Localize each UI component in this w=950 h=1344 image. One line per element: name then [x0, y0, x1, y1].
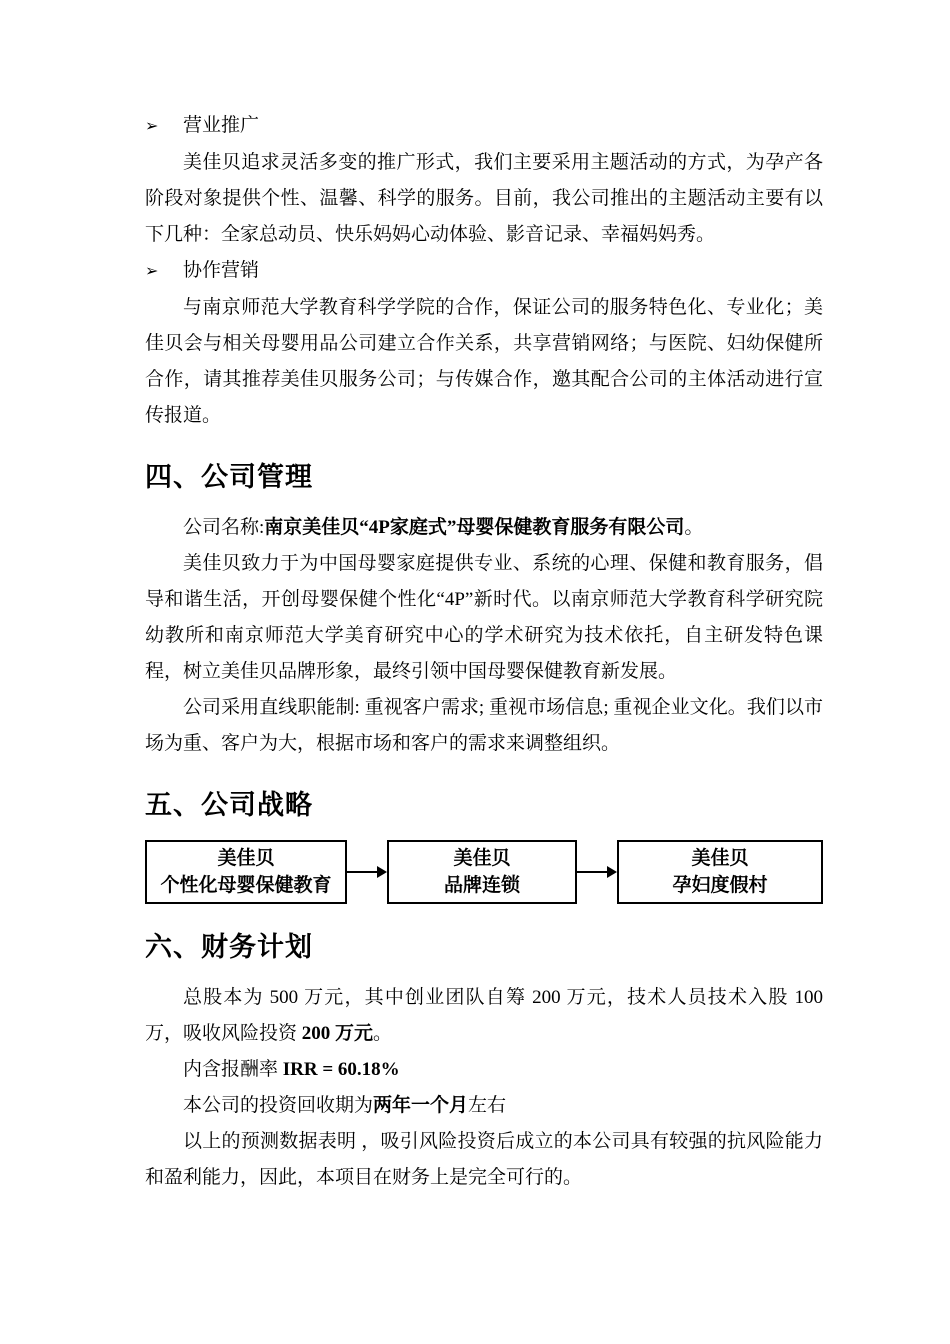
box-line-brand: 美佳贝: [691, 848, 749, 869]
flow-arrow-icon: [577, 866, 617, 878]
capital-venture-amount: 200 万元: [301, 1023, 374, 1044]
box-line-description: 个性化母婴保健教育: [160, 875, 332, 896]
box-line-description: 品牌连锁: [443, 875, 520, 896]
payback-suffix: 左右: [468, 1095, 507, 1116]
strategy-flow-diagram: [145, 840, 823, 904]
irr-line: [145, 1052, 823, 1088]
heading-company-management: 四、公司管理: [145, 462, 313, 492]
irr-value: IRR = 60.18%: [282, 1059, 400, 1080]
capital-text: 总股本为 500 万元，其中创业团队自筹 200 万元，技术人员技术入股 100 万，吸收风险投资: [145, 987, 823, 1044]
arrow-line: [577, 871, 607, 873]
box-line-brand: 美佳贝: [453, 848, 511, 869]
paragraph-capital-structure: [145, 980, 823, 1052]
arrow-bullet-icon: ➢: [145, 118, 159, 135]
box-line-description: 孕妇度假村: [672, 875, 768, 896]
payback-line: [145, 1088, 823, 1124]
arrow-line: [347, 871, 377, 873]
flow-arrow-icon: [347, 866, 387, 878]
bullet-item-cooperative-marketing: [145, 253, 823, 290]
bullet-label-marketing-promotion: 营业推广: [183, 115, 260, 136]
company-name-period: 。: [684, 517, 704, 538]
arrow-bullet-icon: ➢: [145, 263, 159, 280]
paragraph-cooperative-marketing: 与南京师范大学教育科学学院的合作，保证公司的服务特色化、专业化；美佳贝会与相关母婴用品公司建立合作关系，共享营销网络；与医院、妇幼保健所合作，请其推荐美佳贝服务公司；与传媒合作，邀其配合公司的主体活动进行宣传报道。: [145, 297, 823, 426]
paragraph-company-mission: 美佳贝致力于为中国母婴家庭提供专业、系统的心理、保健和教育服务，倡导和谐生活，开创母婴保健个性化“4P”新时代。以南京师范大学教育科学研究院幼教所和南京师范大学美育研究中心的学术研究为技术依托，自主研发特色课程，树立美佳贝品牌形象，最终引领中国母婴保健教育新发展。: [145, 553, 823, 682]
bullet-label-cooperative-marketing: 协作营销: [183, 260, 260, 281]
paragraph-company-structure: 公司采用直线职能制: 重视客户需求; 重视市场信息; 重视企业文化。我们以市场为重、客户为大，根据市场和客户的需求来调整组织。: [145, 697, 823, 754]
irr-label: 内含报酬率: [183, 1059, 283, 1080]
paragraph-conclusion: 以上的预测数据表明 ，吸引风险投资后成立的本公司具有较强的抗风险能力和盈利能力，因此，本项目在财务上是完全可行的。: [145, 1131, 823, 1188]
paragraph-marketing-promotion: 美佳贝追求灵活多变的推广形式，我们主要采用主题活动的方式，为孕产各阶段对象提供个性、温馨、科学的服务。目前，我公司推出的主题活动主要有以下几种：全家总动员、快乐妈妈心动体验、影音记录、幸福妈妈秀。: [145, 152, 823, 245]
arrow-head: [377, 866, 387, 878]
capital-period: 。: [373, 1023, 393, 1044]
company-name-value: 南京美佳贝“4P家庭式”母婴保健教育服务有限公司: [264, 517, 685, 538]
payback-value: 两年一个月: [373, 1095, 469, 1116]
strategy-box-brand-chain: [387, 840, 577, 904]
strategy-box-personalized-education: [145, 840, 347, 904]
heading-financial-plan: 六、财务计划: [145, 932, 313, 962]
bullet-item-marketing-promotion: [145, 108, 823, 145]
payback-label: 本公司的投资回收期为: [183, 1095, 374, 1116]
box-line-brand: 美佳贝: [217, 848, 275, 869]
strategy-box-maternity-resort: [617, 840, 823, 904]
company-name-label: 公司名称:: [183, 517, 265, 538]
arrow-head: [607, 866, 617, 878]
heading-company-strategy: 五、公司战略: [145, 790, 313, 820]
company-name-line: [145, 510, 823, 546]
